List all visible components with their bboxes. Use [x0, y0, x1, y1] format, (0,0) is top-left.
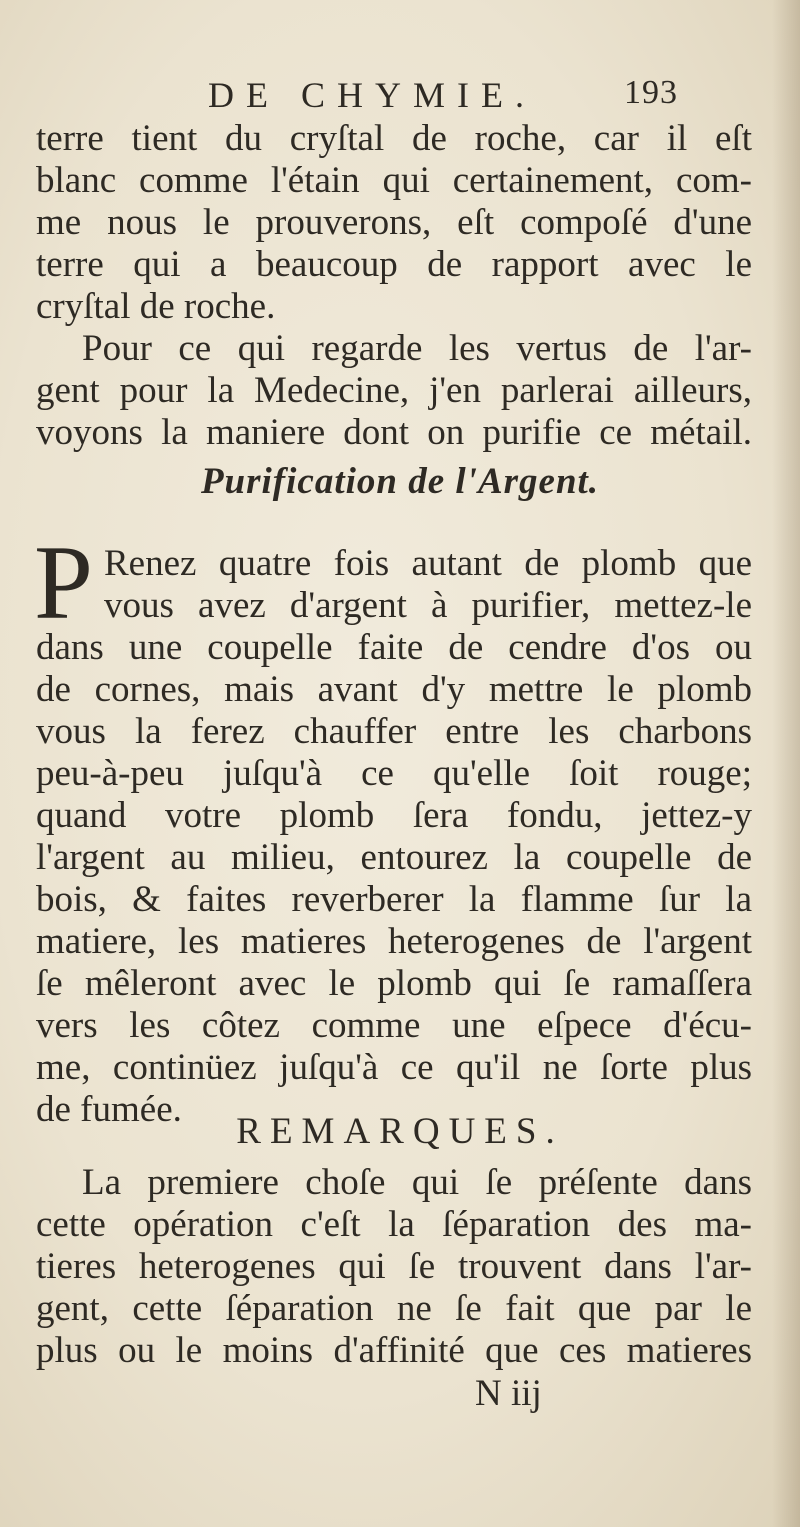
text-line: La premiere choſe qui ſe préſente dans [82, 1162, 752, 1203]
catchword: N iij [475, 1373, 542, 1414]
text-line: Pour ce qui regarde les vertus de l'ar- [82, 328, 752, 369]
text-line: blanc comme l'étain qui certainement, com- [36, 160, 752, 201]
running-title: DE CHYMIE. [208, 75, 536, 115]
text-line: ſe mêleront avec le plomb qui ſe ramaſſera [36, 963, 752, 1004]
text-line: Renez quatre fois autant de plomb que [104, 543, 752, 584]
text-line: vous avez d'argent à purifier, mettez-le [104, 585, 752, 626]
text-line: vers les côtez comme une eſpece d'écu- [36, 1005, 752, 1046]
text-line: peu-à-peu juſqu'à ce qu'elle ſoit rouge; [36, 753, 752, 794]
text-line: me, continüez juſqu'à ce qu'il ne ſorte plus [36, 1047, 752, 1088]
text-line: me nous le prouverons, eſt compoſé d'une [36, 202, 752, 243]
remarques-heading: REMARQUES. [236, 1111, 564, 1152]
text-line: plus ou le moins d'affinité que ces matieres [36, 1330, 752, 1371]
text-line: tieres heterogenes qui ſe trouvent dans l'ar- [36, 1246, 752, 1287]
text-line: de cornes, mais avant d'y mettre le plomb [36, 669, 752, 710]
text-line: cryſtal de roche. [36, 286, 276, 327]
page-edge-shadow [772, 0, 800, 1527]
text-line: bois, & faites reverberer la flamme ſur la [36, 879, 752, 920]
text-line: de fumée. [36, 1089, 182, 1130]
text-line: dans une coupelle faite de cendre d'os ou [36, 627, 752, 668]
text-line: quand votre plomb ſera fondu, jettez-y [36, 795, 752, 836]
text-line: gent pour la Medecine, j'en parlerai ailleurs, [36, 370, 752, 411]
text-line: terre qui a beaucoup de rapport avec le [36, 244, 752, 285]
text-line: l'argent au milieu, entourez la coupelle de [36, 837, 752, 878]
text-line: terre tient du cryſtal de roche, car il eſt [36, 118, 752, 159]
text-line: vous la ferez chauffer entre les charbons [36, 711, 752, 752]
text-line: voyons la maniere dont on purifie ce métail. [36, 412, 752, 453]
drop-cap: P [34, 524, 93, 641]
page-number: 193 [624, 74, 678, 111]
text-line: gent, cette ſéparation ne ſe fait que par le [36, 1288, 752, 1329]
section-heading: Purification de l'Argent. [200, 461, 600, 502]
text-line: cette opération c'eſt la ſéparation des ma- [36, 1204, 752, 1245]
text-line: matiere, les matieres heterogenes de l'argent [36, 921, 752, 962]
page-header [208, 74, 678, 114]
